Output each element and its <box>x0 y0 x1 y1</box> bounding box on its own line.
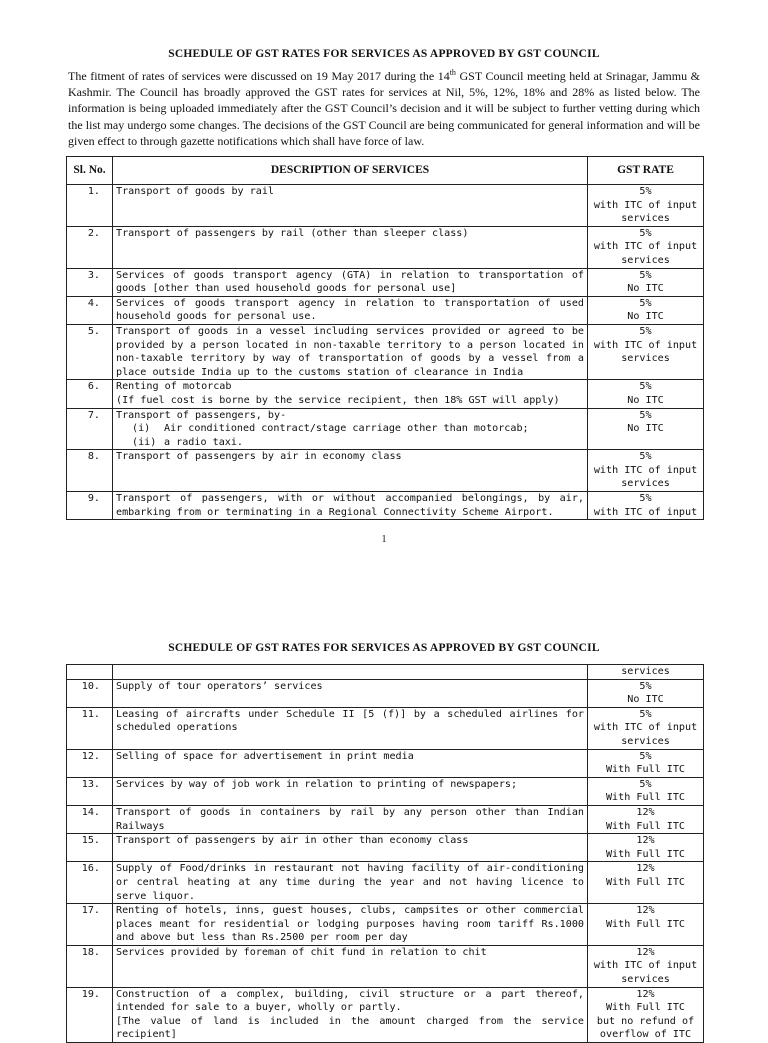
row-number: 11. <box>67 707 113 749</box>
table-row <box>67 987 704 1042</box>
row-description <box>113 777 588 805</box>
row-description <box>113 945 588 987</box>
sub-item <box>116 422 584 436</box>
rate-line: 5% <box>639 409 652 421</box>
rate-line: With Full ITC <box>605 848 685 860</box>
row-description-text: Services of goods transport agency in relation to transportation of used household goods for personal use. <box>116 297 584 323</box>
rate-line: 5% <box>639 750 652 762</box>
row-gst-rate <box>588 987 704 1042</box>
rate-line: 5% <box>639 269 652 281</box>
table-row <box>67 834 704 862</box>
row-number: 2. <box>67 226 113 268</box>
rate-line: With Full ITC <box>605 764 685 776</box>
row-number: 6. <box>67 380 113 408</box>
row-description-text: Transport of goods in containers by rail by any person other than Indian Railways <box>116 806 584 832</box>
row-number: 10. <box>67 679 113 707</box>
row-number: 17. <box>67 904 113 946</box>
row-gst-rate <box>588 296 704 324</box>
rate-line: 12% <box>636 905 655 917</box>
row-gst-rate: services <box>588 665 704 680</box>
rate-line: 12% <box>636 835 655 847</box>
rate-line: but no refund of <box>596 1015 695 1027</box>
sub-item <box>116 436 584 450</box>
row-description-text: Renting of hotels, inns, guest houses, clubs, campsites or other commercial places meant for residential or lodging purposes having room tariff Rs.1000 and above but less than Rs.2500 per room per day <box>116 905 584 944</box>
page-title: SCHEDULE OF GST RATES FOR SERVICES AS APPROVED BY GST COUNCIL <box>168 642 600 654</box>
sub-item-marker: (ii) <box>132 436 157 448</box>
rate-line: With Full ITC <box>605 1002 685 1014</box>
row-description-text: Supply of tour operators’ services <box>116 680 323 692</box>
row-number: 18. <box>67 945 113 987</box>
rate-line: 5% <box>639 325 652 337</box>
row-description-text: Transport of passengers, with or without accompanied belongings, by air, embarking from or terminating in a Regional Connectivity Scheme Airport. <box>116 493 584 518</box>
row-number: 5. <box>67 324 113 379</box>
intro-superscript: th <box>449 68 456 77</box>
page-2 <box>0 560 768 1041</box>
table-row <box>67 268 704 296</box>
row-description <box>113 226 588 268</box>
row-description-text: Selling of space for advertisement in print media <box>116 750 414 762</box>
rate-line: 5% <box>639 680 652 692</box>
row-description <box>113 268 588 296</box>
table-row <box>67 707 704 749</box>
row-gst-rate <box>588 380 704 408</box>
rate-line: overflow of ITC <box>599 1029 692 1041</box>
row-number: 13. <box>67 777 113 805</box>
row-number: 8. <box>67 450 113 492</box>
rate-line: No ITC <box>627 423 664 435</box>
rate-line: No ITC <box>627 311 664 323</box>
rate-line: No ITC <box>627 394 664 406</box>
table-row <box>67 749 704 777</box>
row-number <box>67 665 113 680</box>
row-description <box>113 805 588 833</box>
row-description <box>113 450 588 492</box>
sub-item-marker: (i) <box>132 423 151 435</box>
row-gst-rate <box>588 707 704 749</box>
table-body <box>67 665 704 1043</box>
table-row <box>67 450 704 492</box>
row-gst-rate <box>588 834 704 862</box>
row-description <box>113 408 588 450</box>
row-description <box>113 987 588 1042</box>
row-gst-rate <box>588 945 704 987</box>
row-number: 1. <box>67 185 113 227</box>
intro-paragraph <box>68 68 700 149</box>
rate-line: No ITC <box>627 694 664 706</box>
row-gst-rate <box>588 450 704 492</box>
row-description-text: Transport of passengers, by- <box>116 409 287 421</box>
row-description-text: Services by way of job work in relation to printing of newspapers; <box>116 778 518 790</box>
rate-line: 12% <box>636 988 655 1000</box>
table-row <box>67 296 704 324</box>
table-row <box>67 945 704 987</box>
row-description <box>113 296 588 324</box>
row-number: 19. <box>67 987 113 1042</box>
row-gst-rate <box>588 268 704 296</box>
table-row <box>67 904 704 946</box>
table-row <box>67 185 704 227</box>
row-description-text: Transport of goods by rail <box>116 186 275 197</box>
row-description <box>113 665 588 680</box>
row-number: 3. <box>67 268 113 296</box>
gst-rates-table-continued <box>66 664 704 1043</box>
row-description-note: [The value of land is included in the amount charged from the service recipient] <box>116 1015 584 1041</box>
rate-line: with ITC of input services <box>593 722 698 747</box>
row-gst-rate <box>588 408 704 450</box>
row-description <box>113 679 588 707</box>
table-row <box>67 408 704 450</box>
row-description-text: Services provided by foreman of chit fund in relation to chit <box>116 946 487 958</box>
row-description <box>113 904 588 946</box>
page-number: 1 <box>381 534 387 545</box>
rate-line: 12% <box>636 806 655 818</box>
rate-line: 5% <box>639 186 652 197</box>
rate-line: with ITC of input services <box>593 464 698 490</box>
table-row <box>67 226 704 268</box>
row-gst-rate <box>588 226 704 268</box>
row-description-text: Services of goods transport agency (GTA) in relation to transportation of goods [other than used household goods for personal use] <box>116 269 584 295</box>
rate-line: 5% <box>639 297 652 309</box>
rate-line: 5% <box>639 708 652 720</box>
rate-line: With Full ITC <box>605 876 685 888</box>
row-number: 15. <box>67 834 113 862</box>
table-row <box>67 777 704 805</box>
table-row <box>67 805 704 833</box>
rate-line: with ITC of input <box>593 506 698 518</box>
row-gst-rate <box>588 324 704 379</box>
row-description <box>113 834 588 862</box>
row-description <box>113 862 588 904</box>
row-number: 14. <box>67 805 113 833</box>
rate-line: 5% <box>639 227 652 239</box>
rate-line: 5% <box>639 778 652 790</box>
table-row <box>67 492 704 520</box>
table-header-row <box>67 157 704 185</box>
row-description-text: Transport of goods in a vessel including services provided or agreed to be provided by a person located in non-taxable territory to a person located in non-taxable territory by way of transportation of goods by a vessel from a place outside India up to the customs station of clearance in India <box>116 325 584 378</box>
row-description <box>113 707 588 749</box>
table-body <box>67 185 704 520</box>
rate-line: with ITC of input services <box>593 339 698 365</box>
row-description <box>113 749 588 777</box>
row-description-text: Transport of passengers by air in other than economy class <box>116 835 469 847</box>
rate-line: 5% <box>639 451 652 463</box>
row-description-text: Construction of a complex, building, civil structure or a part thereof, intended for sale to a buyer, wholly or partly. <box>116 988 584 1014</box>
row-description-text: Transport of passengers by air in economy class <box>116 451 402 463</box>
rate-line: With Full ITC <box>605 792 685 804</box>
row-description-text: Transport of passengers by rail (other than sleeper class) <box>116 227 469 239</box>
row-number: 16. <box>67 862 113 904</box>
page-title: SCHEDULE OF GST RATES FOR SERVICES AS APPROVED BY GST COUNCIL <box>168 48 600 60</box>
row-gst-rate <box>588 805 704 833</box>
header-gst-rate: GST RATE <box>588 157 704 185</box>
row-description-text: Renting of motorcab <box>116 381 232 393</box>
rate-line: with ITC of input services <box>593 199 698 225</box>
rate-line: 12% <box>636 946 655 958</box>
header-sl-no: Sl. No. <box>67 157 113 185</box>
row-gst-rate <box>588 862 704 904</box>
rate-line: 12% <box>636 863 655 875</box>
intro-text-part1: The fitment of rates of services were discussed on 19 May 2017 during the 14 <box>68 69 450 83</box>
row-description <box>113 185 588 227</box>
row-description-note: (If fuel cost is borne by the service recipient, then 18% GST will apply) <box>116 394 560 406</box>
row-number: 9. <box>67 492 113 520</box>
table-row <box>67 862 704 904</box>
table-row <box>67 324 704 379</box>
rate-line: With Full ITC <box>605 918 685 930</box>
row-gst-rate <box>588 749 704 777</box>
row-gst-rate <box>588 492 704 520</box>
table-row <box>67 665 704 680</box>
row-description <box>113 492 588 520</box>
rate-line: 5% <box>639 381 652 393</box>
rate-line: No ITC <box>627 283 664 295</box>
sub-item-text: Air conditioned contract/stage carriage other than motorcab; <box>164 423 529 435</box>
rate-line: with ITC of input services <box>593 960 698 986</box>
row-description <box>113 380 588 408</box>
gst-rates-table <box>66 156 704 520</box>
row-description-text: Supply of Food/drinks in restaurant not having facility of air-conditioning or central heating at any time during the year and not having licence to serve liquor. <box>116 863 584 902</box>
rate-line: with ITC of input services <box>593 241 698 266</box>
row-number: 4. <box>67 296 113 324</box>
row-description <box>113 324 588 379</box>
row-gst-rate <box>588 679 704 707</box>
header-description: DESCRIPTION OF SERVICES <box>113 157 588 185</box>
table-row <box>67 679 704 707</box>
row-number: 7. <box>67 408 113 450</box>
row-gst-rate <box>588 904 704 946</box>
row-number: 12. <box>67 749 113 777</box>
rate-line: 5% <box>639 493 652 505</box>
table-row <box>67 380 704 408</box>
row-gst-rate <box>588 185 704 227</box>
row-gst-rate <box>588 777 704 805</box>
rate-line: With Full ITC <box>605 820 685 832</box>
intro-text-part2: GST Council meeting held at Srinagar, Jammu & Kashmir. The Council has broadly approved the GST rates for services at Nil, 5%, 12%, 18% and 28% as listed below. The information is being uploaded immediately after the GST Council’s decision and it will be subject to further vetting during which the list may undergo some changes. The decisions of the GST Council are being communicated for general information and will be given effect to through gazette notifications which shall have force of law. <box>68 69 700 148</box>
sub-item-text: a radio taxi. <box>164 436 244 448</box>
row-description-text: Leasing of aircrafts under Schedule II [5 (f)] by a scheduled airlines for scheduled operations <box>116 708 584 734</box>
